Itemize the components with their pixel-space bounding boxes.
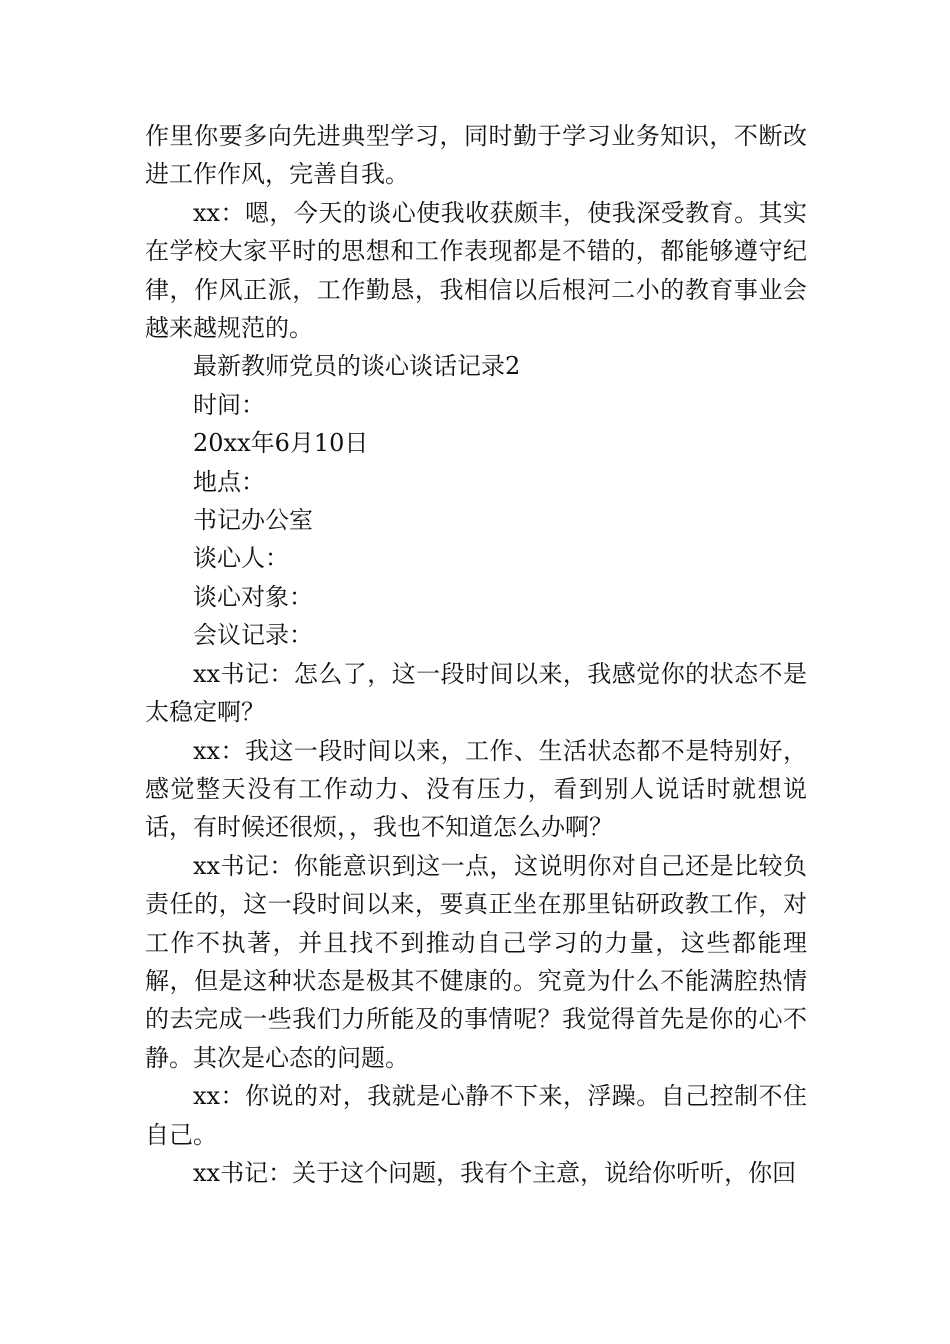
paragraph-secretary-2: xx书记：你能意识到这一点，这说明你对自己还是比较负责任的，这一段时间以来，要真正坐在那里钻研政教工作，对工作不执著，并且找不到推动自己学习的力量，这些都能理解，但是这种状态是极其不健康的。究竟为什么不能满腔热情的去完成一些我们力所能及的事情呢？我觉得首先是你的心不静。其次是心态的问题。 bbox=[145, 851, 807, 1072]
document-body bbox=[145, 117, 807, 1192]
date-value: 20xx年6月10日 bbox=[193, 429, 369, 458]
paragraph-xx-1: xx：我这一段时间以来，工作、生活状态都不是特别好，感觉整天没有工作动力、没有压力，看到别人说话时就想说话，有时候还很烦，，我也不知道怎么办啊？ bbox=[145, 736, 807, 842]
talk-target-label: 谈心对象： bbox=[193, 582, 313, 611]
paragraph-xx-reply: xx：嗯，今天的谈心使我收获颇丰，使我深受教育。其实在学校大家平时的思想和工作表现都是不错的，都能够遵守纪律，作风正派，工作勤恳，我相信以后根河二小的教育事业会越来越规范的。 bbox=[145, 198, 807, 343]
section-heading: 最新教师党员的谈心谈话记录2 bbox=[193, 352, 521, 381]
paragraph-continuation: 作里你要多向先进典型学习，同时勤于学习业务知识，不断改进工作作风，完善自我。 bbox=[145, 122, 807, 189]
paragraph-xx-2: xx：你说的对，我就是心静不下来，浮躁。自己控制不住自己。 bbox=[145, 1082, 807, 1149]
talker-label: 谈心人： bbox=[193, 544, 289, 573]
meeting-record-label: 会议记录： bbox=[193, 621, 313, 650]
paragraph-secretary-1: xx书记：怎么了，这一段时间以来，我感觉你的状态不是太稳定啊？ bbox=[145, 659, 807, 727]
location-label: 地点： bbox=[193, 467, 265, 496]
location-value: 书记办公室 bbox=[193, 506, 313, 535]
paragraph-secretary-3: xx书记：关于这个问题，我有个主意，说给你听听，你回 bbox=[193, 1158, 797, 1187]
time-label: 时间： bbox=[193, 390, 265, 419]
